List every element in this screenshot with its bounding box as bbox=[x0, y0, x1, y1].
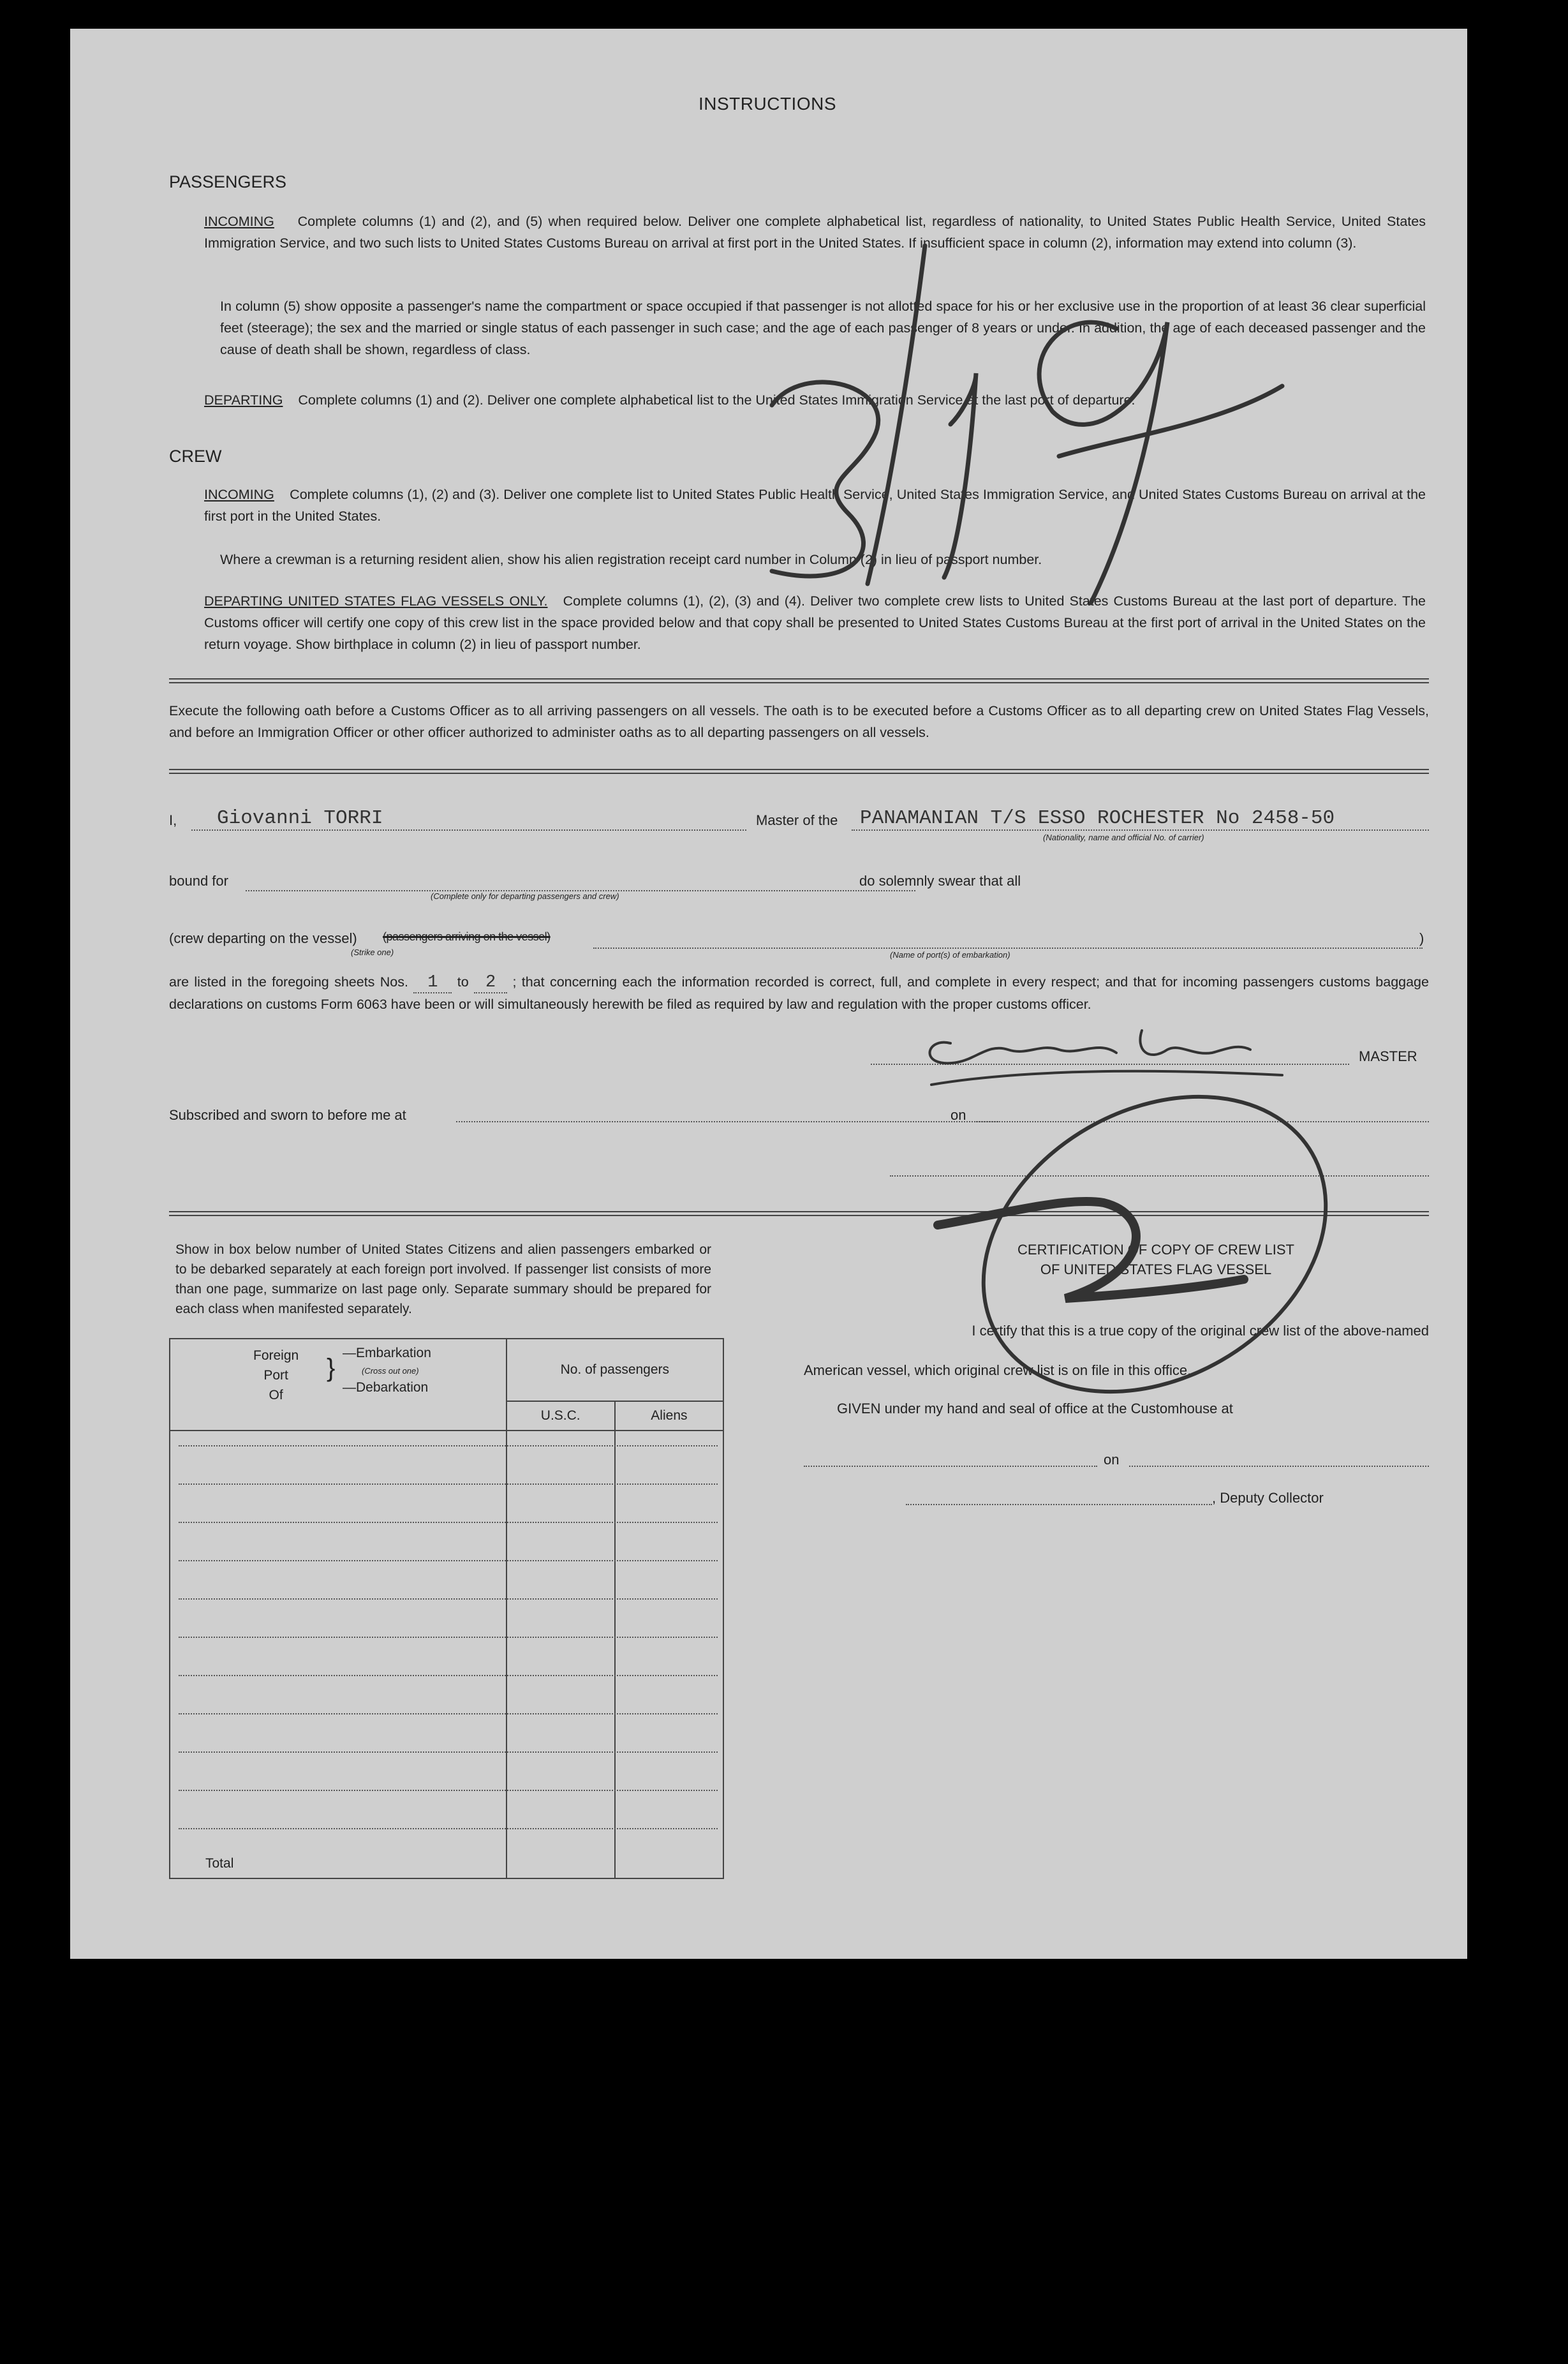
bound-for-label: bound for bbox=[169, 873, 228, 889]
certification-line1: I certify that this is a true copy of the original crew list of the above-named bbox=[972, 1323, 1429, 1339]
master-name-field: Giovanni TORRI bbox=[217, 807, 383, 829]
crew-departing-paragraph bbox=[204, 590, 1426, 655]
ports-line bbox=[593, 948, 1423, 949]
instructions-title: INSTRUCTIONS bbox=[699, 94, 836, 114]
certification-place-line bbox=[804, 1466, 1097, 1467]
summary-row bbox=[179, 1751, 718, 1753]
of-label: Of bbox=[269, 1388, 283, 1402]
large-number-value: 3179 bbox=[880, 419, 893, 426]
cross-out-caption: (Cross out one) bbox=[362, 1366, 419, 1376]
aliens-column bbox=[615, 1431, 723, 1878]
master-signature-line bbox=[871, 1064, 1349, 1065]
foreign-label: Foreign bbox=[253, 1348, 299, 1363]
certification-line3: GIVEN under my hand and seal of office at the Customhouse at bbox=[837, 1401, 1233, 1416]
total-cell bbox=[170, 1431, 507, 1878]
crew-departing-option: (crew departing on the vessel) bbox=[169, 930, 357, 946]
strike-one-caption: (Strike one) bbox=[351, 948, 394, 957]
certification-title-line1: CERTIFICATION OF COPY OF CREW LIST bbox=[1017, 1242, 1294, 1258]
subscribed-on-label: on bbox=[950, 1107, 966, 1123]
embarkation-label: —Embarkation bbox=[343, 1346, 431, 1360]
passengers-arriving-option-struck: (passengers arriving on the vessel) bbox=[383, 930, 551, 943]
crew-incoming-paragraph bbox=[204, 484, 1426, 527]
divider-2b bbox=[169, 773, 1429, 774]
sheets-prefix: are listed in the foregoing sheets Nos. bbox=[169, 974, 408, 990]
document-page bbox=[70, 29, 1467, 1959]
certification-title-line2: OF UNITED STATES FLAG VESSEL bbox=[1040, 1261, 1272, 1277]
summary-row bbox=[179, 1483, 718, 1485]
subscribed-label: Subscribed and sworn to before me at bbox=[169, 1107, 406, 1123]
total-label: Total bbox=[205, 1856, 234, 1871]
usc-column bbox=[507, 1431, 615, 1878]
passengers-departing-paragraph bbox=[204, 389, 1426, 411]
passengers-incoming-label: INCOMING bbox=[204, 214, 274, 229]
certification-title bbox=[933, 1240, 1379, 1279]
divider-3b bbox=[169, 1215, 1429, 1216]
usc-header: U.S.C. bbox=[507, 1401, 615, 1431]
summary-row bbox=[179, 1598, 718, 1600]
sheet-to: 2 bbox=[474, 973, 507, 993]
sheet-from: 1 bbox=[413, 973, 452, 993]
passengers-departing-text: Complete columns (1) and (2). Deliver one complete alphabetical list to the United States Immigration Service at the last port of departure. bbox=[298, 392, 1135, 408]
sheets-suffix: ; that concerning each the information recorded is correct, full, and complete in every respect; and that for incoming passengers customs baggage declarations on customs Form 6063 have been or will simultaneously herewith be filed as required by law and regulation with the proper customs officer. bbox=[169, 974, 1429, 1012]
debarkation-label: —Debarkation bbox=[343, 1380, 429, 1395]
summary-row bbox=[179, 1637, 718, 1638]
deputy-collector-label: , Deputy Collector bbox=[1212, 1490, 1324, 1506]
oath-paragraph: Execute the following oath before a Customs Officer as to all arriving passengers on all vessels. The oath is to be executed before a Customs Officer as to all departing crew on United States Flag Vessels, and before an Immigration Officer or other officer authorized to administer oaths as to all departing passengers on all vessels. bbox=[169, 703, 1429, 740]
crew-resident-paragraph: Where a crewman is a returning resident alien, show his alien registration receipt card number in Column (2) in lieu of passport number. bbox=[220, 552, 1042, 567]
summary-row bbox=[179, 1522, 718, 1523]
officer-signature-line bbox=[890, 1175, 1429, 1177]
certification-line2: American vessel, which original crew list is on file in this office. bbox=[804, 1362, 1192, 1378]
bound-for-caption: (Complete only for departing passengers and crew) bbox=[431, 891, 619, 901]
summary-row bbox=[179, 1560, 718, 1561]
summary-row bbox=[179, 1790, 718, 1791]
subscribed-place-line bbox=[456, 1121, 998, 1122]
summary-instructions: Show in box below number of United States Citizens and alien passengers embarked or to be debarked separately at each foreign port involved. If passenger list consists of more than one page, summarize on last page only. Separate summary should be prepared for each class when manifested separately. bbox=[175, 1242, 711, 1316]
i-label: I, bbox=[169, 812, 177, 828]
subscribed-date-line bbox=[976, 1121, 1429, 1122]
close-paren: ) bbox=[1419, 930, 1424, 946]
summary-row bbox=[179, 1828, 718, 1829]
passengers-incoming-paragraph bbox=[204, 211, 1426, 254]
crew-incoming-label: INCOMING bbox=[204, 487, 274, 502]
passengers-departing-label: DEPARTING bbox=[204, 392, 283, 408]
passengers-heading: PASSENGERS bbox=[169, 172, 287, 191]
port-label: Port bbox=[263, 1368, 288, 1383]
divider-2 bbox=[169, 769, 1429, 770]
summary-row bbox=[179, 1713, 718, 1714]
no-passengers-header: No. of passengers bbox=[507, 1339, 723, 1401]
to-label: to bbox=[457, 974, 469, 990]
certification-date-line bbox=[1129, 1466, 1429, 1467]
certification-on-label: on bbox=[1104, 1452, 1120, 1468]
divider-1b bbox=[169, 682, 1429, 683]
passenger-summary-table bbox=[169, 1338, 724, 1879]
master-label: MASTER bbox=[1359, 1048, 1417, 1064]
crew-heading: CREW bbox=[169, 447, 222, 466]
ports-caption: (Name of port(s) of embarkation) bbox=[890, 950, 1010, 960]
foreign-port-header: Foreign Port Of } —Embarkation (Cross out one) —Debarkation bbox=[170, 1339, 507, 1431]
master-of-label: Master of the bbox=[756, 812, 838, 828]
vessel-field: PANAMANIAN T/S ESSO ROCHESTER No 2458-50 bbox=[860, 807, 1335, 829]
vessel-caption: (Nationality, name and official No. of carrier) bbox=[1043, 833, 1204, 842]
divider-3 bbox=[169, 1211, 1429, 1212]
summary-row bbox=[179, 1445, 718, 1446]
aliens-header: Aliens bbox=[615, 1401, 723, 1431]
master-name-line bbox=[191, 829, 746, 831]
deputy-signature-line bbox=[906, 1504, 1212, 1505]
crew-departing-text: Complete columns (1), (2), (3) and (4). Deliver two complete crew lists to United States Customs Bureau at the last port of departure. The Customs officer will certify one copy of this crew list in the space provided below and that copy shall be presented to United States Customs Bureau at the first port of arrival in the United States on the return voyage. Show birthplace in column (2) in lieu of passport number. bbox=[204, 593, 1426, 652]
passengers-column5-paragraph: In column (5) show opposite a passenger's name the compartment or space occupied if that passenger is not allotted space for his or her exclusive use in the proportion of at least 36 clear superficial feet (steerage); the sex and the married or single status of each passenger in such case; and the age of each passenger of 8 years or under. In addition, the age of each deceased passenger and the cause of death shall be shown, regardless of class. bbox=[220, 299, 1426, 357]
swear-label: do solemnly swear that all bbox=[859, 873, 1021, 889]
master-signature bbox=[930, 1030, 1283, 1085]
crew-departing-label: DEPARTING UNITED STATES FLAG VESSELS ONLY. bbox=[204, 593, 548, 609]
passengers-incoming-text: Complete columns (1) and (2), and (5) when required below. Deliver one complete alphabetical list, regardless of nationality, to United States Public Health Service, United States Immigration Service, and two such lists to United States Customs Bureau on arrival at first port in the United States. If insufficient space in column (2), information may extend into column (3). bbox=[204, 214, 1426, 251]
sheets-paragraph bbox=[169, 971, 1429, 1015]
vessel-line bbox=[852, 829, 1429, 831]
crew-incoming-text: Complete columns (1), (2) and (3). Deliver one complete list to United States Public Health Service, United States Immigration Service, and United States Customs Bureau on arrival at the first port in the United States. bbox=[204, 487, 1426, 524]
summary-row bbox=[179, 1675, 718, 1676]
divider-1 bbox=[169, 678, 1429, 680]
